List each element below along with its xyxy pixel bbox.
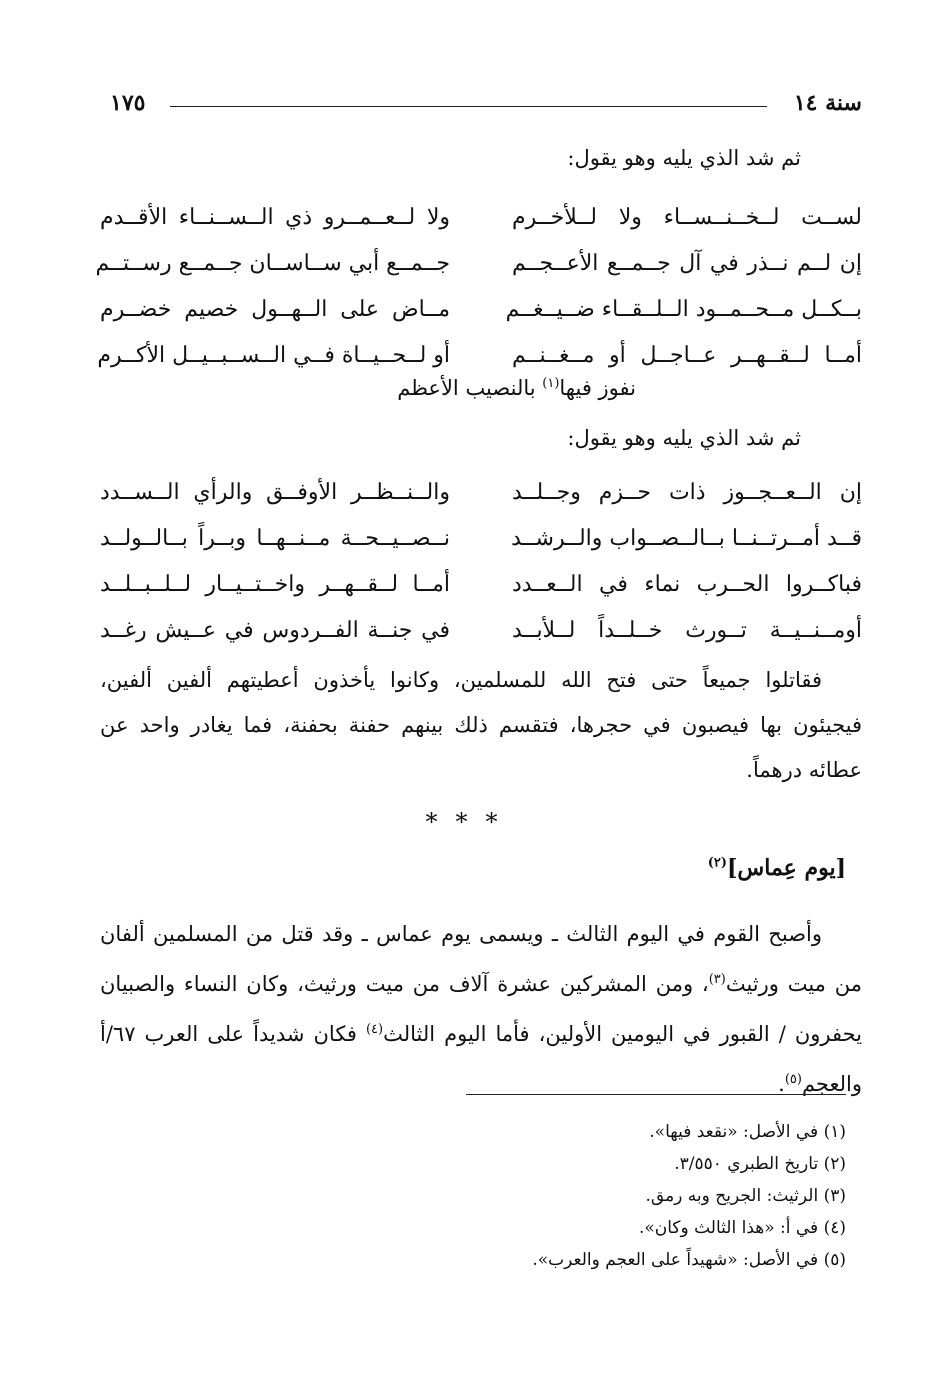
paragraph-line — [100, 957, 862, 1007]
year-label: سنة ١٤ — [793, 90, 862, 116]
verse-second-hemistich: والــنــظــر الأوفــق والرأي الــســدد — [100, 480, 450, 505]
verse-first-hemistich: إن الــعــجــوز ذات حــزم وجــلــد — [512, 480, 862, 505]
paragraph-1 — [100, 658, 862, 793]
footnote-ref: (٤) — [365, 1022, 384, 1037]
footnote-item: (٤) في أ: «هذا الثالث وكان». — [638, 1218, 846, 1238]
paragraph-line: فيجيئون بها فيصبون في حجرها، فتقسم ذلك بينهم حفنة بحفنة، فما يغادر واحد عن — [100, 713, 862, 737]
poem2-intro: ثم شد الذي يليه وهو يقول: — [567, 426, 801, 450]
footnote-ref: (٢) — [707, 855, 727, 871]
verse-first-hemistich: لســت لــخــنــســاء ولا لــلأخــرم — [512, 205, 862, 230]
footnote-item: (٥) في الأصل: «شهيداً على العجم والعرب». — [532, 1250, 846, 1270]
footnote-rule — [466, 1094, 846, 1095]
line-text: ، ومن المشركين عشرة آلاف من ميت ورثيث، وكان النساء والصبيان — [100, 972, 709, 996]
footnote-ref: (٥) — [784, 1072, 802, 1087]
poem1-verse — [95, 241, 862, 287]
verse-first-hemistich: أومــنــيــة تــورث خــلــداً لــلأبــد — [512, 618, 862, 643]
paragraph-line: فقاتلوا جميعاً حتى فتح الله للمسلمين، وكانوا يأخذون أعطيتهم ألفين ألفين، — [100, 668, 822, 692]
poem1 — [95, 195, 862, 379]
verse-second-hemistich: نــصــيــحــة مــنــهــا وبــراً بــالــولــد — [100, 526, 450, 551]
verse-first-hemistich: بــكــل مــحــمــود الــلــقــاء ضــيــغــم — [505, 297, 862, 322]
poem1-intro: ثم شد الذي يليه وهو يقول: — [567, 146, 801, 170]
footnotes — [346, 1116, 846, 1276]
poem2-verse — [100, 470, 862, 516]
paragraph-line: عطائه درهماً. — [746, 758, 862, 782]
section-separator: *** — [425, 808, 516, 836]
poem2 — [100, 470, 862, 654]
line-text: فكان شديداً على العرب ٦٧/أ — [100, 1022, 366, 1046]
poem2-verse — [100, 562, 862, 608]
verse-second-hemistich: مــاض على الــهــول خصيم خضــرم — [100, 297, 450, 322]
line-text: من ميت ورثيث — [725, 972, 862, 996]
footnote-item: (١) في الأصل: «نقعد فيها». — [649, 1122, 846, 1142]
paragraph-2 — [100, 912, 862, 1107]
verse-first-hemistich: أمــا لــقــهــر عــاجــل أو مــغــنــم — [512, 343, 862, 368]
footnote-ref: (١) — [542, 376, 560, 391]
paragraph-line — [100, 1057, 862, 1107]
footnote-item: (٢) تاريخ الطبري ٣/٥٥٠. — [674, 1154, 846, 1174]
verse-first-hemistich: قــد أمــرتــنــا بــالــصــواب والــرشــد — [511, 526, 862, 551]
page-header — [110, 90, 862, 120]
poem1-tail-verse — [397, 376, 636, 400]
poem1-verse — [100, 195, 862, 241]
footnote-item: (٣) الرثيث: الجريح وبه رمق. — [645, 1186, 846, 1206]
verse-second-hemistich: أمــا لــقــهــر واخــتــيــار لــلــبــلــد — [100, 572, 450, 597]
line-text: . — [778, 1072, 785, 1096]
tail-text: بالنصيب الأعظم — [397, 376, 543, 400]
page-number: ١٧٥ — [110, 90, 146, 116]
header-rule — [170, 106, 767, 107]
verse-second-hemistich: ولا لــعــمــرو ذي الــســنــاء الأقــدم — [100, 205, 450, 230]
paragraph-line: وأصبح القوم في اليوم الثالث ـ ويسمى يوم عماس ـ وقد قتل من المسلمين ألفان — [100, 922, 822, 946]
poem1-verse — [97, 333, 862, 379]
verse-second-hemistich: في جنــة الفــردوس في عــيش رغــد — [100, 618, 450, 643]
verse-second-hemistich: أو لــحــيــاة فــي الــســبــيــل الأكــرم — [97, 343, 450, 368]
line-text: يحفرون / القبور في اليومين الأولين، فأما اليوم الثالث — [383, 1022, 863, 1046]
section-heading — [708, 855, 846, 881]
section-heading-text: [يوم عِماس] — [727, 855, 846, 881]
poem2-verse — [100, 608, 862, 654]
verse-first-hemistich: إن لــم نــذر في آل جــمــع الأعــجــم — [512, 251, 862, 276]
verse-second-hemistich: جــمــع أبي ســاســان جــمــع رســتــم — [95, 251, 450, 276]
poem2-verse — [100, 516, 862, 562]
poem1-verse — [100, 287, 862, 333]
line-text: والعجم — [801, 1072, 862, 1096]
tail-text: نفوز فيها — [559, 376, 636, 400]
footnote-ref: (٣) — [708, 972, 726, 987]
paragraph-line — [100, 1007, 862, 1057]
verse-first-hemistich: فباكــروا الحــرب نماء في الــعــدد — [512, 572, 862, 597]
